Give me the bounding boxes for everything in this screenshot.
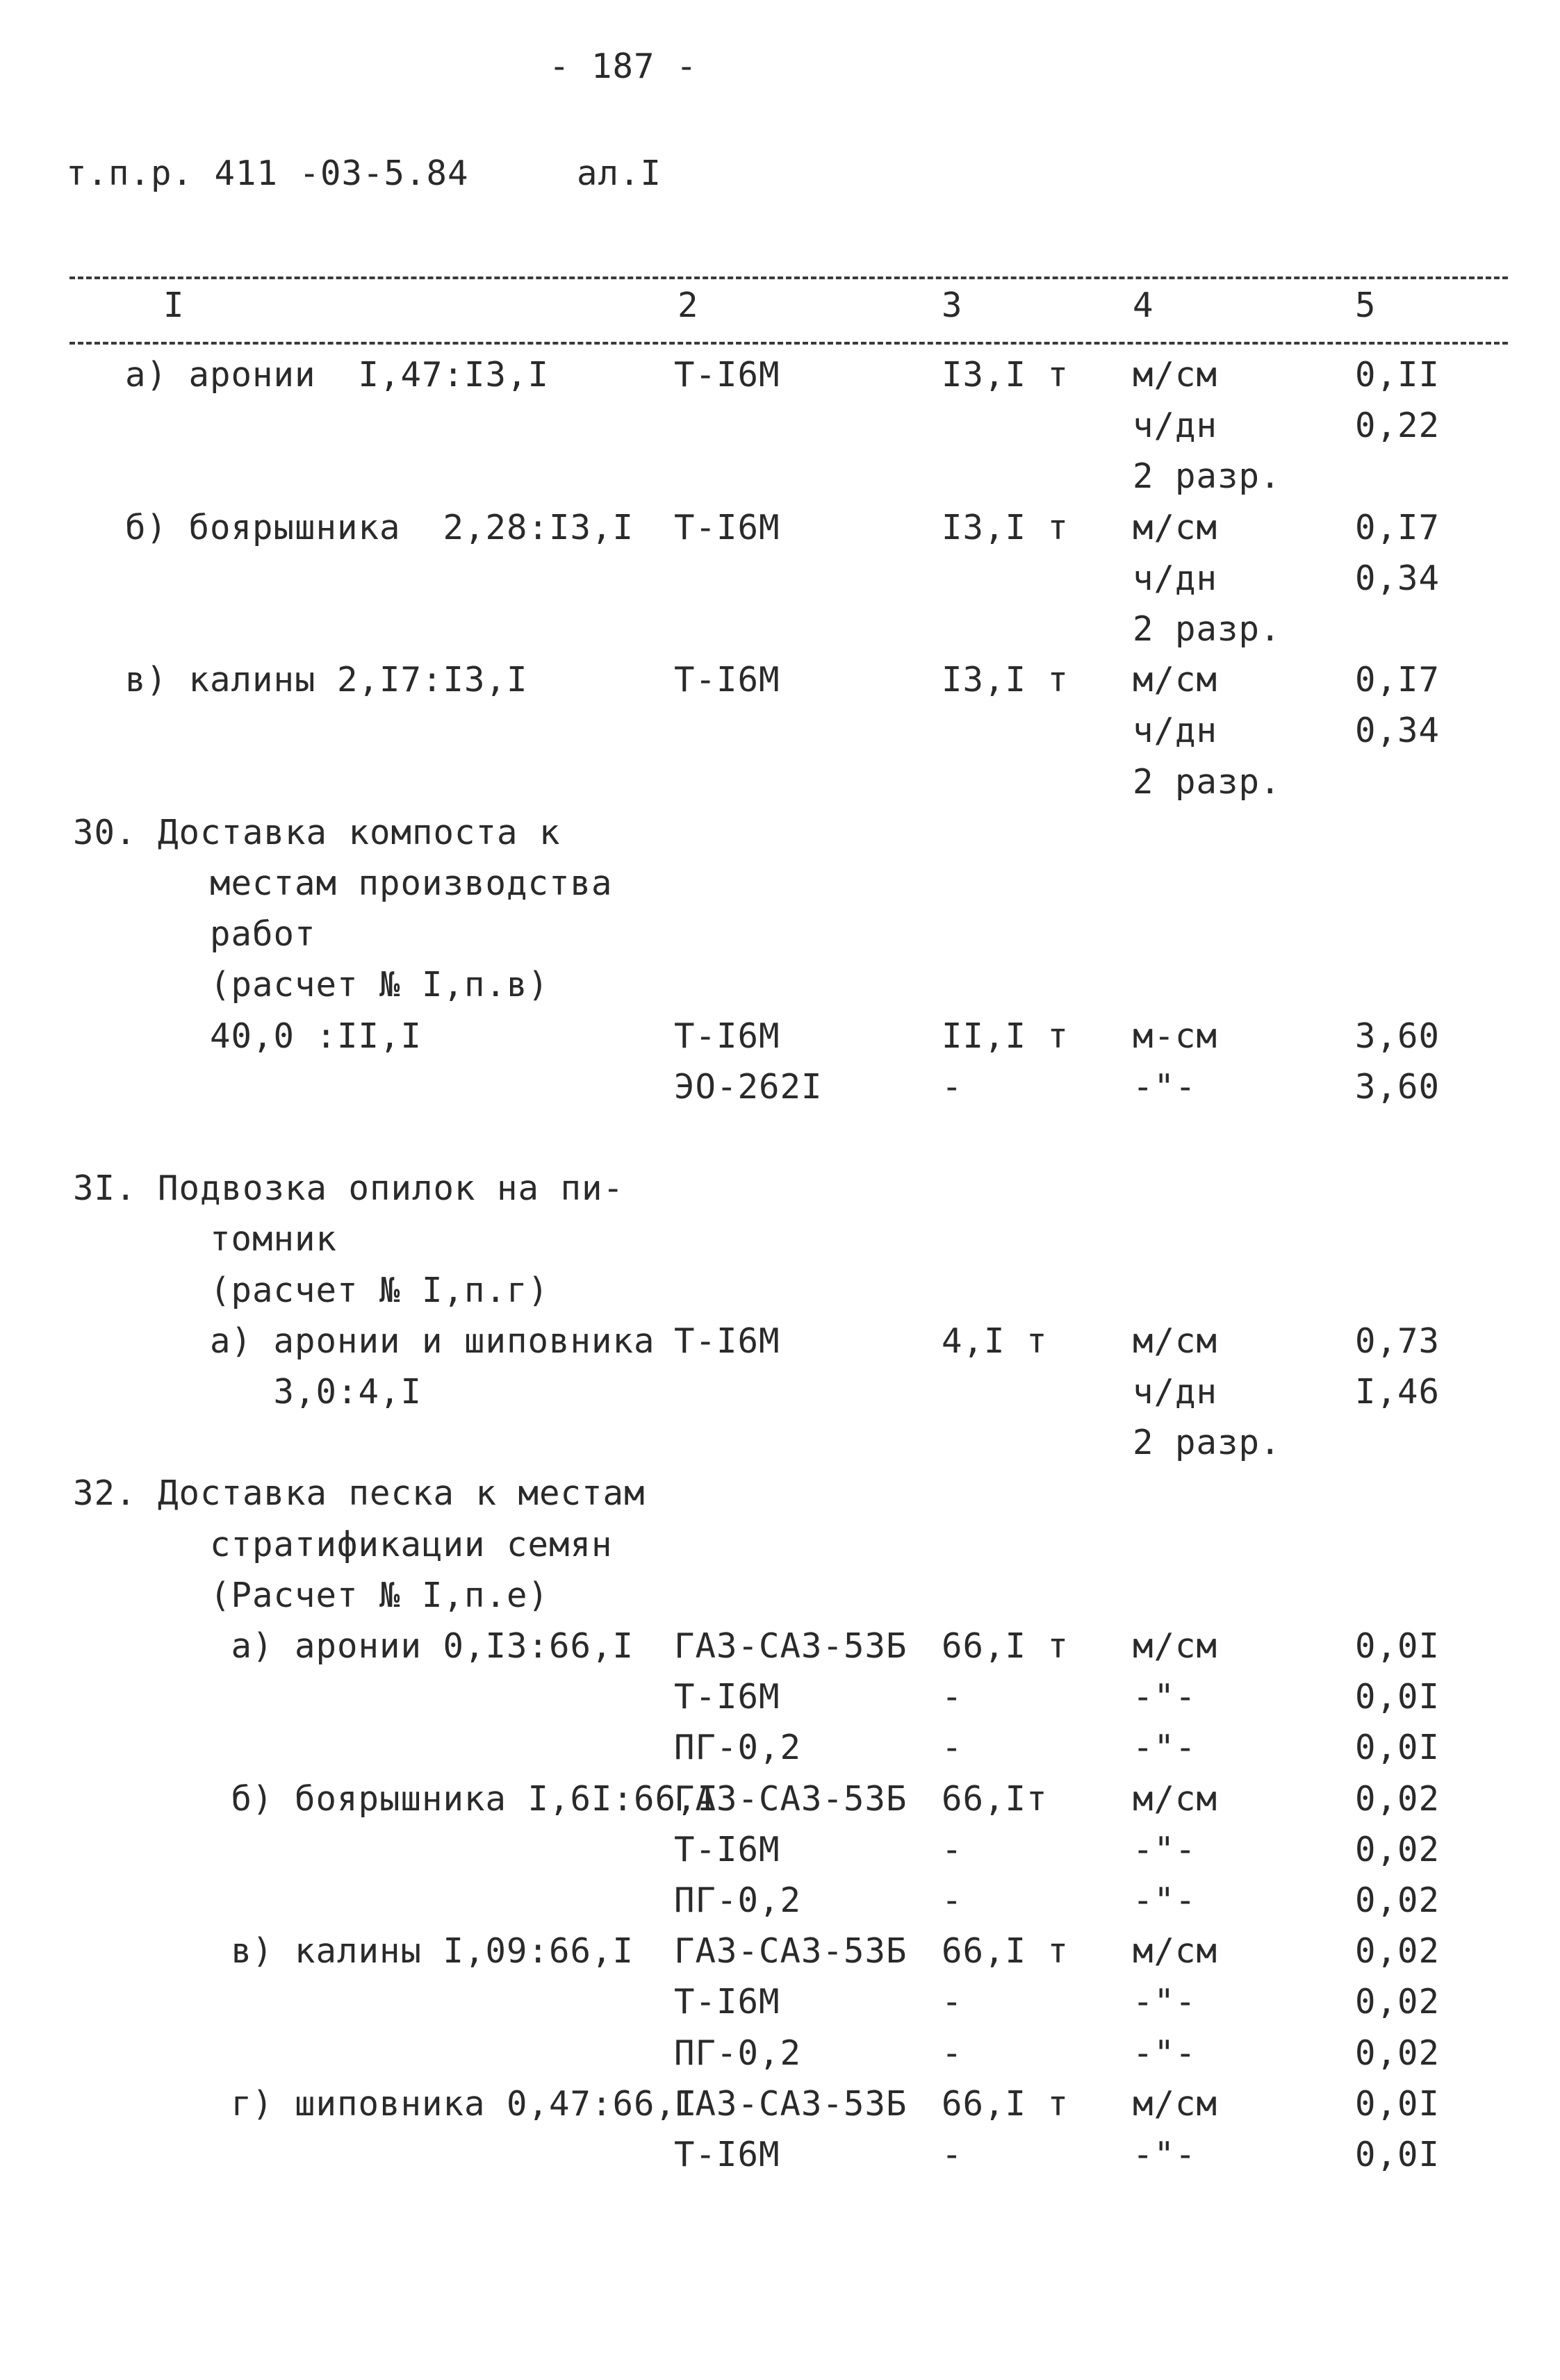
cell-col5: 0,0I — [1355, 1728, 1440, 1767]
column-header-5: 5 — [1355, 286, 1377, 325]
cell-col4: -"- — [1133, 2135, 1197, 2174]
cell-col1: местам производства — [125, 863, 613, 903]
cell-col3: 66,I т — [942, 2084, 1069, 2124]
cell-col5: 0,34 — [1355, 559, 1440, 598]
cell-col2: ПГ-0,2 — [674, 2033, 802, 2073]
cell-col5: 0,22 — [1355, 406, 1440, 445]
album-label: ал.I — [577, 154, 662, 193]
cell-col4: м/см — [1133, 660, 1218, 700]
cell-col5: 0,02 — [1355, 1779, 1440, 1819]
cell-col1: томник — [125, 1219, 338, 1259]
cell-col1: б) боярышника I,6I:66,I — [125, 1779, 719, 1819]
cell-col4: м-см — [1133, 1016, 1218, 1056]
cell-col4: 2 разр. — [1133, 762, 1281, 802]
cell-col5: 0,0I — [1355, 2084, 1440, 2124]
cell-col3: 66,I т — [942, 1626, 1069, 1666]
cell-col4: ч/дн — [1133, 406, 1218, 445]
cell-col1: а) аронии 0,I3:66,I — [125, 1626, 634, 1666]
table-header-rule-bottom — [69, 342, 1508, 345]
cell-col2: ГАЗ-САЗ-53Б — [674, 1931, 908, 1971]
cell-col4: -"- — [1133, 1677, 1197, 1717]
cell-col2: Т-I6М — [674, 1321, 780, 1361]
cell-col5: 0,0I — [1355, 1626, 1440, 1666]
cell-col2: Т-I6М — [674, 508, 780, 547]
cell-col2: Т-I6М — [674, 355, 780, 395]
cell-col3: - — [942, 1067, 963, 1107]
cell-col4: ч/дн — [1133, 711, 1218, 750]
cell-col3: I3,I т — [942, 660, 1069, 700]
cell-col2: ГАЗ-САЗ-53Б — [674, 2084, 908, 2124]
cell-col4: -"- — [1133, 1830, 1197, 1869]
cell-col4: 2 разр. — [1133, 456, 1281, 496]
cell-col5: 0,02 — [1355, 1982, 1440, 2022]
cell-col5: 0,I7 — [1355, 508, 1440, 547]
cell-col2: Т-I6М — [674, 1830, 780, 1869]
cell-col1: 3,0:4,I — [125, 1372, 422, 1412]
cell-col3: - — [942, 1881, 963, 1920]
cell-col4: ч/дн — [1133, 1372, 1218, 1412]
cell-col4: -"- — [1133, 1728, 1197, 1767]
cell-col1: в) калины I,09:66,I — [125, 1931, 634, 1971]
cell-col5: 0,02 — [1355, 1931, 1440, 1971]
cell-col5: I,46 — [1355, 1372, 1440, 1412]
page-number: - 187 - — [549, 47, 698, 86]
cell-col4: м/см — [1133, 1779, 1218, 1819]
cell-col3: - — [942, 1677, 963, 1717]
cell-col2: ПГ-0,2 — [674, 1728, 802, 1767]
cell-col2: ГАЗ-САЗ-53Б — [674, 1779, 908, 1819]
cell-col2: Т-I6М — [674, 1016, 780, 1056]
cell-col4: -"- — [1133, 2033, 1197, 2073]
cell-col5: 0,0I — [1355, 2135, 1440, 2174]
cell-col1: 40,0 :II,I — [125, 1016, 422, 1056]
cell-col4: ч/дн — [1133, 559, 1218, 598]
cell-col4: м/см — [1133, 2084, 1218, 2124]
document-reference: т.п.р. 411 -03-5.84 — [66, 154, 469, 193]
cell-col5: 0,0I — [1355, 1677, 1440, 1717]
cell-col1: а) аронии и шиповника — [125, 1321, 655, 1361]
cell-col5: 0,73 — [1355, 1321, 1440, 1361]
cell-col1: в) калины 2,I7:I3,I — [125, 660, 528, 700]
cell-col3: II,I т — [942, 1016, 1069, 1056]
cell-col4: 2 разр. — [1133, 609, 1281, 649]
cell-col2: ГАЗ-САЗ-53Б — [674, 1626, 908, 1666]
cell-col4: м/см — [1133, 508, 1218, 547]
cell-col1: работ — [125, 914, 316, 954]
cell-col1: г) шиповника 0,47:66,I — [125, 2084, 698, 2124]
cell-col3: 66,I т — [942, 1931, 1069, 1971]
cell-col5: 0,34 — [1355, 711, 1440, 750]
cell-col4: -"- — [1133, 1067, 1197, 1107]
cell-col3: - — [942, 2135, 963, 2174]
cell-col2: ПГ-0,2 — [674, 1881, 802, 1920]
cell-col4: 2 разр. — [1133, 1423, 1281, 1462]
cell-col3: - — [942, 1982, 963, 2022]
cell-col5: 3,60 — [1355, 1016, 1440, 1056]
cell-col1: 3I. Подвозка опилок на пи- — [73, 1168, 625, 1208]
cell-col1: (расчет № I,п.г) — [125, 1271, 550, 1310]
cell-col5: 0,02 — [1355, 2033, 1440, 2073]
cell-col4: м/см — [1133, 1931, 1218, 1971]
cell-col1: б) боярышника 2,28:I3,I — [125, 508, 634, 547]
cell-col3: I3,I т — [942, 355, 1069, 395]
cell-col4: м/см — [1133, 1626, 1218, 1666]
cell-col1: а) аронии I,47:I3,I — [125, 355, 550, 395]
cell-col4: -"- — [1133, 1881, 1197, 1920]
cell-col2: Т-I6М — [674, 1677, 780, 1717]
cell-col4: -"- — [1133, 1982, 1197, 2022]
cell-col3: - — [942, 1830, 963, 1869]
column-header-2: 2 — [678, 286, 699, 325]
cell-col1: 30. Доставка компоста к — [73, 813, 561, 852]
cell-col2: ЭО-262I — [674, 1067, 823, 1107]
column-header-4: 4 — [1133, 286, 1154, 325]
cell-col1: стратификации семян — [125, 1525, 613, 1564]
cell-col2: Т-I6М — [674, 2135, 780, 2174]
cell-col5: 0,02 — [1355, 1881, 1440, 1920]
cell-col3: 4,I т — [942, 1321, 1048, 1361]
cell-col5: 0,02 — [1355, 1830, 1440, 1869]
cell-col1: (расчет № I,п.в) — [125, 965, 550, 1005]
cell-col3: 66,Iт — [942, 1779, 1048, 1819]
cell-col2: Т-I6М — [674, 1982, 780, 2022]
cell-col2: Т-I6М — [674, 660, 780, 700]
cell-col5: 0,II — [1355, 355, 1440, 395]
cell-col5: 0,I7 — [1355, 660, 1440, 700]
table-header-rule-top — [69, 276, 1508, 279]
cell-col1: 32. Доставка песка к местам — [73, 1473, 646, 1513]
cell-col3: - — [942, 1728, 963, 1767]
cell-col1: (Расчет № I,п.е) — [125, 1576, 550, 1615]
cell-col4: м/см — [1133, 1321, 1218, 1361]
column-header-3: 3 — [942, 286, 963, 325]
column-header-1: I — [163, 286, 185, 325]
cell-col3: I3,I т — [942, 508, 1069, 547]
cell-col5: 3,60 — [1355, 1067, 1440, 1107]
cell-col4: м/см — [1133, 355, 1218, 395]
cell-col3: - — [942, 2033, 963, 2073]
